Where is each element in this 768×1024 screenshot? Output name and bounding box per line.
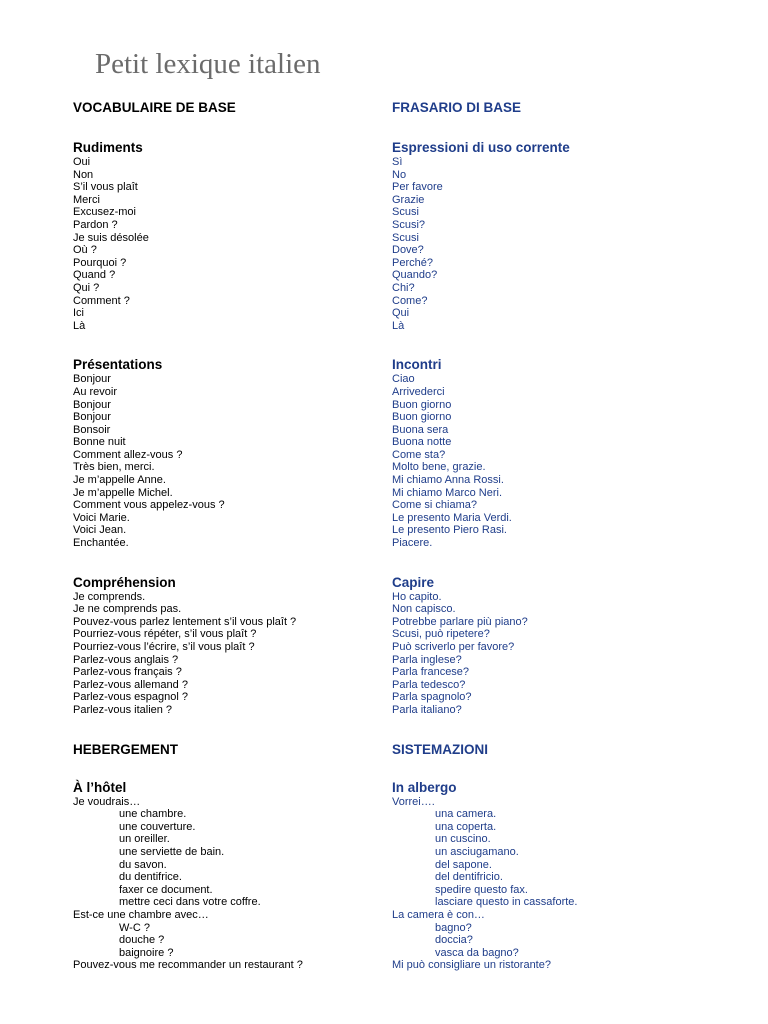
list-hotel bbox=[73, 796, 373, 972]
list-item: Non capisco. bbox=[392, 603, 456, 616]
list-item: Mi può consigliare un ristorante? bbox=[392, 959, 551, 972]
list-item: Je voudrais… bbox=[73, 795, 141, 808]
list-item: Là bbox=[73, 319, 86, 332]
list-item: Ho capito. bbox=[392, 590, 442, 603]
list-item: Grazie bbox=[392, 193, 425, 206]
list-item: Bonne nuit bbox=[73, 436, 126, 449]
list-item: Qui ? bbox=[73, 281, 100, 294]
list-item: Pourquoi ? bbox=[73, 256, 127, 269]
list-comprehension bbox=[73, 591, 373, 717]
subheading-hotel: À l’hôtel bbox=[73, 779, 127, 795]
subheading-espressioni: Espressioni di uso corrente bbox=[392, 140, 570, 155]
list-item: Pourriez-vous répéter, s’il vous plaît ? bbox=[73, 628, 257, 641]
list-item: una coperta. bbox=[435, 820, 497, 833]
list-item: Pardon ? bbox=[73, 218, 118, 231]
list-item: Où ? bbox=[73, 244, 97, 257]
list-item: vasca da bagno? bbox=[435, 946, 519, 959]
section-heading-frasario: FRASARIO DI BASE bbox=[392, 100, 522, 115]
french-column bbox=[73, 99, 373, 972]
list-item: Le presento Maria Verdi. bbox=[392, 511, 512, 524]
list-item: Dove? bbox=[392, 244, 424, 257]
subheading-albergo: In albergo bbox=[392, 779, 457, 795]
list-item: Arrivederci bbox=[392, 385, 445, 398]
list-capire bbox=[392, 591, 722, 717]
list-item: Ici bbox=[73, 307, 84, 320]
subheading-incontri: Incontri bbox=[392, 357, 442, 373]
list-item: Je m’appelle Anne. bbox=[73, 474, 166, 487]
list-item: Quand ? bbox=[73, 269, 116, 282]
list-item: Buona sera bbox=[392, 423, 449, 436]
list-item: Est-ce une chambre avec… bbox=[73, 908, 209, 921]
list-item: doccia? bbox=[435, 934, 473, 947]
list-item: Là bbox=[392, 319, 405, 332]
list-item: Parla francese? bbox=[392, 666, 470, 679]
list-item: une serviette de bain. bbox=[119, 845, 225, 858]
list-item: Oui bbox=[73, 156, 91, 168]
list-item: Quando? bbox=[392, 269, 438, 282]
list-item: Ciao bbox=[392, 373, 415, 386]
list-item: Merci bbox=[73, 193, 100, 206]
subheading-presentations: Présentations bbox=[73, 357, 163, 373]
list-item: Parlez-vous espagnol ? bbox=[73, 691, 188, 704]
list-item: Chi? bbox=[392, 281, 415, 294]
list-presentations bbox=[73, 373, 373, 549]
list-item: du dentifrice. bbox=[119, 871, 182, 884]
list-item: No bbox=[392, 168, 407, 181]
list-item: Parlez-vous italien ? bbox=[73, 703, 173, 716]
list-item: Comment ? bbox=[73, 294, 130, 307]
list-incontri bbox=[392, 373, 722, 549]
list-item: Per favore bbox=[392, 181, 443, 194]
list-item: Voici Jean. bbox=[73, 524, 127, 537]
list-item: douche ? bbox=[119, 934, 165, 947]
list-item: Qui bbox=[392, 307, 410, 320]
list-item: une chambre. bbox=[119, 808, 187, 821]
subheading-comprehension: Compréhension bbox=[73, 574, 176, 590]
subheading-rudiments: Rudiments bbox=[73, 140, 143, 155]
list-item: Je suis désolée bbox=[73, 231, 149, 244]
list-item: baignoire ? bbox=[119, 946, 174, 959]
list-item: Parla tedesco? bbox=[392, 678, 466, 691]
list-item: spedire questo fax. bbox=[435, 883, 528, 896]
list-item: Scusi bbox=[392, 206, 419, 219]
list-item: Scusi? bbox=[392, 218, 426, 231]
list-item: Mi chiamo Anna Rossi. bbox=[392, 474, 504, 487]
list-item: Molto bene, grazie. bbox=[392, 461, 486, 474]
list-espressioni bbox=[392, 156, 722, 332]
section-heading-lodging: HEBERGEMENT bbox=[73, 741, 179, 757]
list-item: Comment vous appelez-vous ? bbox=[73, 499, 225, 512]
list-item: du savon. bbox=[119, 858, 167, 871]
list-item: lasciare questo in cassaforte. bbox=[435, 896, 578, 909]
list-item: del sapone. bbox=[435, 858, 492, 871]
list-item: Le presento Piero Rasi. bbox=[392, 524, 507, 537]
list-item: Buon giorno bbox=[392, 398, 452, 411]
list-item: W-C ? bbox=[119, 921, 150, 934]
list-item: Può scriverlo per favore? bbox=[392, 641, 515, 653]
list-item: Je m’appelle Michel. bbox=[73, 486, 173, 499]
list-item: bagno? bbox=[435, 921, 472, 934]
list-item: Parlez-vous anglais ? bbox=[73, 653, 179, 666]
list-item: Non bbox=[73, 168, 94, 181]
section-heading-sistemazioni: SISTEMAZIONI bbox=[392, 741, 489, 757]
subheading-capire: Capire bbox=[392, 574, 435, 590]
list-item: Come sta? bbox=[392, 448, 446, 461]
list-item: Voici Marie. bbox=[73, 511, 130, 524]
list-item: Excusez-moi bbox=[73, 206, 136, 219]
list-item: Pourriez-vous l’écrire, s’il vous plaît ? bbox=[73, 641, 255, 653]
list-item: Piacere. bbox=[392, 537, 433, 550]
list-rudiments bbox=[73, 156, 373, 332]
list-item: Je comprends. bbox=[73, 590, 146, 603]
list-item: Parlez-vous français ? bbox=[73, 666, 182, 679]
list-item: Au revoir bbox=[73, 385, 118, 398]
list-item: Come si chiama? bbox=[392, 499, 477, 512]
list-item: Parla spagnolo? bbox=[392, 691, 472, 704]
list-item: Scusi bbox=[392, 231, 419, 244]
list-item: une couverture. bbox=[119, 820, 196, 833]
list-item: Bonjour bbox=[73, 373, 111, 386]
list-item: un oreiller. bbox=[119, 833, 170, 846]
italian-column bbox=[392, 99, 722, 972]
list-item: Très bien, merci. bbox=[73, 461, 155, 474]
list-item: Pouvez-vous parlez lentement s’il vous plaît ? bbox=[73, 615, 297, 628]
list-albergo bbox=[392, 796, 722, 972]
list-item: Vorrei…. bbox=[392, 795, 435, 808]
list-item: Je ne comprends pas. bbox=[73, 603, 182, 616]
list-item: Pouvez-vous me recommander un restaurant ? bbox=[73, 959, 303, 972]
list-item: mettre ceci dans votre coffre. bbox=[119, 896, 261, 909]
list-item: Bonjour bbox=[73, 398, 111, 411]
list-item: Bonjour bbox=[73, 411, 111, 424]
list-item: Parlez-vous allemand ? bbox=[73, 678, 188, 691]
section-heading-basic-vocabulary: VOCABULAIRE DE BASE bbox=[73, 100, 236, 115]
list-item: un cuscino. bbox=[435, 833, 491, 846]
list-item: Enchantée. bbox=[73, 537, 129, 550]
list-item: Perché? bbox=[392, 256, 433, 269]
list-item: del dentifricio. bbox=[435, 871, 503, 884]
list-item: Potrebbe parlare più piano? bbox=[392, 615, 528, 628]
list-item: un asciugamano. bbox=[435, 845, 519, 858]
list-item: S’il vous plaît bbox=[73, 181, 138, 194]
list-item: Buon giorno bbox=[392, 411, 452, 424]
list-item: Buona notte bbox=[392, 436, 452, 449]
list-item: Parla inglese? bbox=[392, 653, 462, 666]
list-item: Parla italiano? bbox=[392, 703, 462, 716]
page-title: Petit lexique italien bbox=[95, 48, 321, 80]
list-item: Sì bbox=[392, 156, 403, 168]
list-item: una camera. bbox=[435, 808, 497, 821]
list-item: faxer ce document. bbox=[119, 883, 213, 896]
list-item: Bonsoir bbox=[73, 423, 111, 436]
list-item: Mi chiamo Marco Neri. bbox=[392, 486, 503, 499]
list-item: La camera è con… bbox=[392, 908, 485, 921]
list-item: Comment allez-vous ? bbox=[73, 448, 183, 461]
list-item: Scusi, può ripetere? bbox=[392, 628, 490, 641]
list-item: Come? bbox=[392, 294, 428, 307]
